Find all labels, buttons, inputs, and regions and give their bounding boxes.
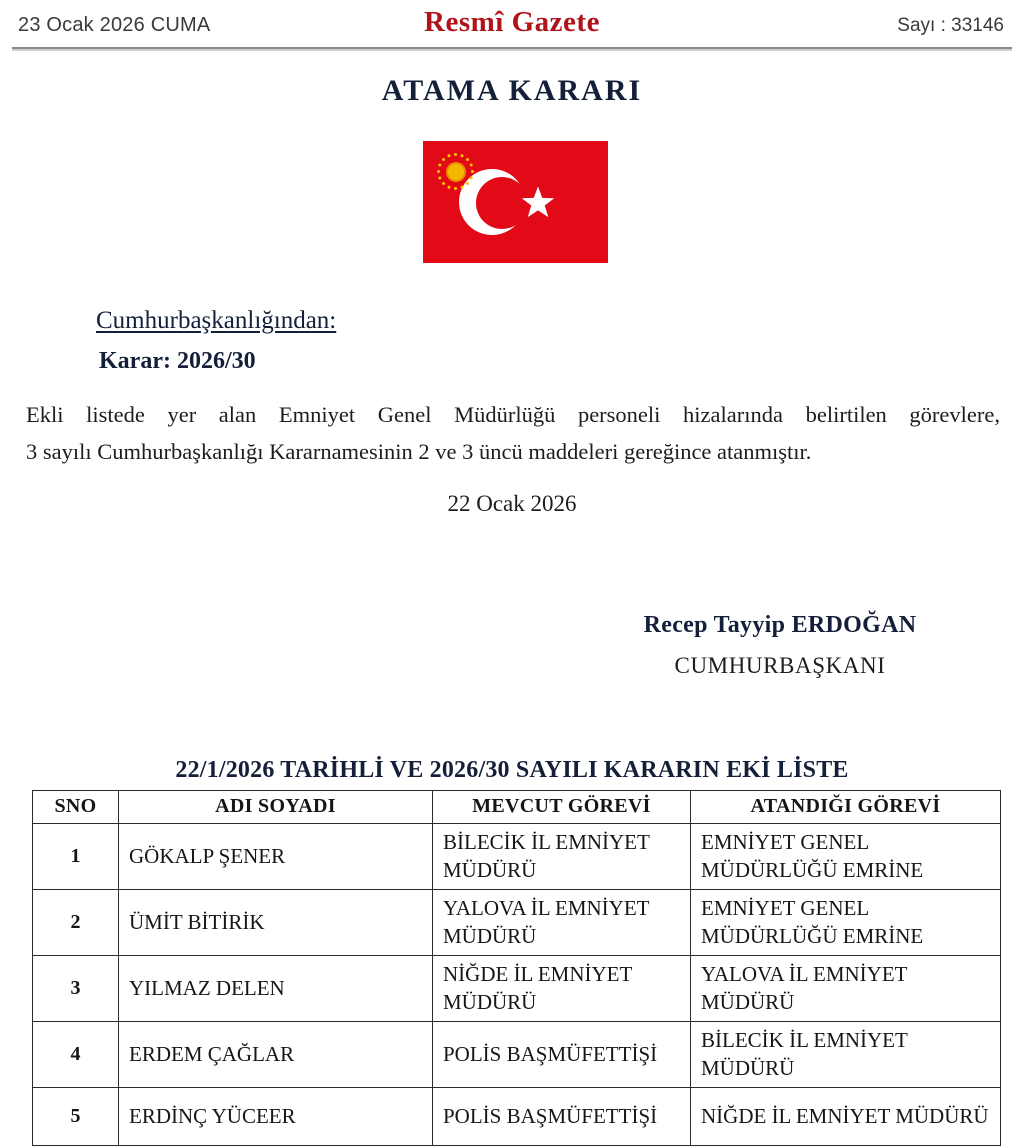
masthead [0,0,1024,48]
cell-assigned-post: EMNİYET GENEL MÜDÜRLÜĞÜ EMRİNE [691,890,1001,956]
signature-block [560,612,1000,679]
flag-star-icon [520,185,556,221]
cell-sno: 1 [33,824,119,890]
table-row [33,1022,1001,1088]
decision-body-line-2: 3 sayılı Cumhurbaşkanlığı Kararnamesinin 2 ve 3 üncü maddeleri gereğince atanmıştır. [26,439,812,464]
cell-assigned-post: BİLECİK İL EMNİYET MÜDÜRÜ [691,1022,1001,1088]
cell-assigned-post: EMNİYET GENEL MÜDÜRLÜĞÜ EMRİNE [691,824,1001,890]
column-header-name: ADI SOYADI [119,791,433,824]
column-header-assigned-post: ATANDIĞI GÖREVİ [691,791,1001,824]
signatory-name: Recep Tayyip ERDOĞAN [643,612,917,638]
decision-body-text [26,396,1000,470]
sun-disc [448,164,464,180]
cell-current-post: YALOVA İL EMNİYET MÜDÜRÜ [433,890,691,956]
cell-name: YILMAZ DELEN [119,956,433,1022]
cell-name: ÜMİT BİTİRİK [119,890,433,956]
cell-current-post: NİĞDE İL EMNİYET MÜDÜRÜ [433,956,691,1022]
page-title: ATAMA KARARI [381,74,643,107]
signatory-role: CUMHURBAŞKANI [674,653,886,678]
decision-date: 22 Ocak 2026 [447,491,577,516]
gazette-title: Resmî Gazete [424,6,600,38]
masthead-divider [12,47,1012,51]
gazette-date: 23 Ocak 2026 CUMA [18,14,211,36]
gazette-issue-number: Sayı : 33146 [897,15,1004,36]
table-row [33,1088,1001,1146]
cell-sno: 3 [33,956,119,1022]
cell-current-post: POLİS BAŞMÜFETTİŞİ [433,1088,691,1146]
table-row [33,824,1001,890]
annex-title: 22/1/2026 TARİHLİ VE 2026/30 SAYILI KARARIN EKİ LİSTE [175,757,849,783]
cell-current-post: BİLECİK İL EMNİYET MÜDÜRÜ [433,824,691,890]
cell-sno: 5 [33,1088,119,1146]
cell-sno: 2 [33,890,119,956]
appointment-table [32,790,1001,1146]
cell-name: ERDİNÇ YÜCEER [119,1088,433,1146]
column-header-current-post: MEVCUT GÖREVİ [433,791,691,824]
turkish-flag-icon [423,141,608,263]
table-row [33,890,1001,956]
cell-name: ERDEM ÇAĞLAR [119,1022,433,1088]
column-header-sno: SNO [33,791,119,824]
cell-assigned-post: YALOVA İL EMNİYET MÜDÜRÜ [691,956,1001,1022]
table-row [33,956,1001,1022]
decision-number: Karar: 2026/30 [99,348,256,374]
cell-assigned-post: NİĞDE İL EMNİYET MÜDÜRÜ [691,1088,1001,1146]
cell-name: GÖKALP ŞENER [119,824,433,890]
cell-current-post: POLİS BAŞMÜFETTİŞİ [433,1022,691,1088]
decision-body-line-1: Ekli listede yer alan Emniyet Genel Müdürlüğü personeli hizalarında belirtilen görevlere, [26,402,1000,427]
cell-sno: 4 [33,1022,119,1088]
issuing-authority: Cumhurbaşkanlığından: [96,307,337,334]
table-header-row [33,791,1001,824]
sun-emblem-icon [435,151,477,193]
